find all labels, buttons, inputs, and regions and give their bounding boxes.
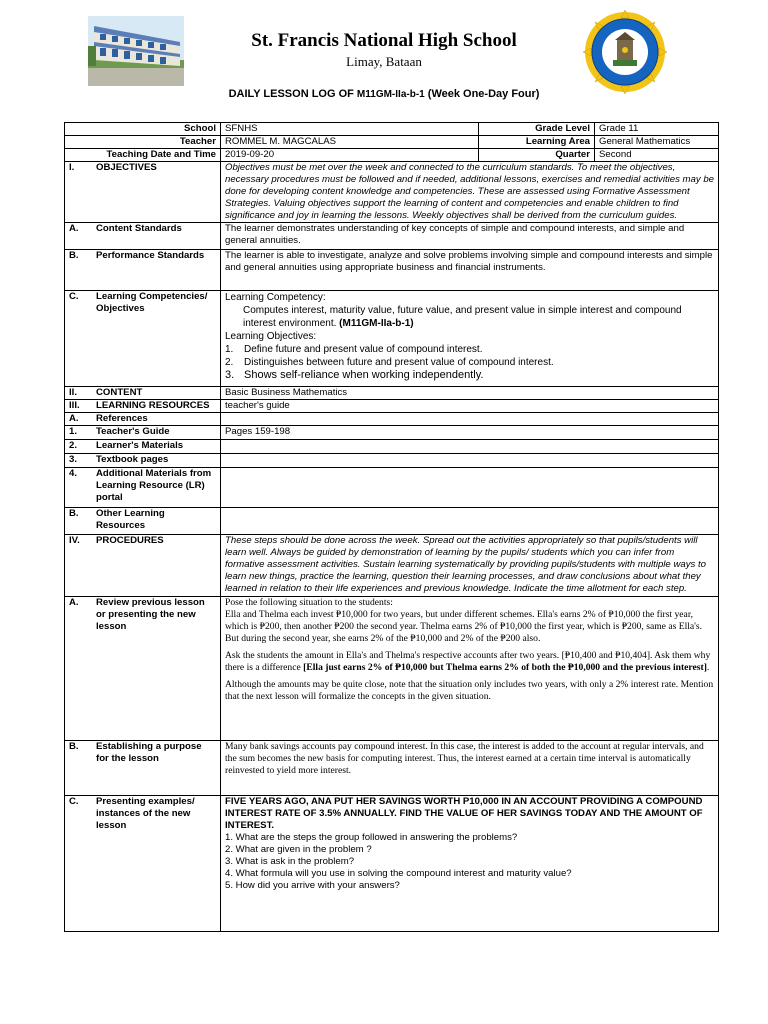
examples-row — [65, 795, 719, 931]
content-value: Basic Business Mathematics — [221, 386, 719, 399]
performance-standards-label-cell — [65, 250, 221, 291]
performance-standards-num: B. — [69, 250, 79, 262]
review-row — [65, 597, 719, 741]
resource-value: Pages 159-198 — [221, 425, 719, 439]
review-label-cell: A. Review previous lesson or presenting the new lesson — [65, 597, 221, 741]
school-name: St. Francis National High School — [251, 30, 517, 51]
references-row — [65, 412, 719, 425]
purpose-label-cell: B. Establishing a purpose for the lesson — [65, 741, 221, 795]
competencies-content — [221, 291, 719, 386]
objectives-label: OBJECTIVES — [96, 162, 157, 174]
example-question: 1. What are the steps the group followed in answering the problems? — [225, 831, 518, 843]
title-prefix: DAILY LESSON LOG OF — [228, 88, 357, 100]
example-question: 3. What is ask in the problem? — [225, 855, 355, 867]
objectives-note: Objectives must be met over the week and connected to the curriculum standards. To meet the objectives, necessary procedures must be followed and if needed, additional lessons, exercises and remedial activities may be done for developing content knowledge and competencies. These are assessed using Formative Assessment Strategies. Valuing objectives support the learning of content and competencies and enable children to find significance and joy in learning the lessons. Weekly objectives shall be derived from the curriculum guides. — [221, 162, 719, 223]
teacher-label: Teacher — [65, 136, 221, 149]
quarter-label: Quarter — [479, 149, 595, 162]
other-resources-row: B. Other Learning Resources — [65, 507, 719, 534]
performance-standards-text: The learner is able to investigate, analyze and solve problems involving simple and compound interests and simple and general annuities using appropriate business and financial instruments. — [221, 250, 719, 291]
objectives-row — [65, 162, 719, 223]
learning-area-label: Learning Area — [479, 136, 595, 149]
content-standards-label-cell — [65, 223, 221, 250]
learning-resources-label-cell: III. LEARNING RESOURCES — [65, 399, 221, 412]
daily-lesson-log-table — [64, 122, 719, 932]
content-label-cell: II. CONTENT — [65, 386, 221, 399]
info-row-school — [65, 123, 719, 136]
resource-row: 4. Additional Materials from Learning Resource (LR) portal — [65, 467, 719, 507]
competencies-num: C. — [69, 291, 79, 303]
content-standards-row — [65, 223, 719, 250]
example-question: 2. What are given in the problem ? — [225, 843, 372, 855]
objectives-num: I. — [69, 162, 75, 174]
purpose-row — [65, 741, 719, 795]
purpose-text: Many bank savings accounts pay compound interest. In this case, the interest is added to the account at regular intervals, and the sum becomes the new basis for computing interest. Thus, the interest earned at a certain time interval is automatically reinvested to yield more interest. — [221, 741, 719, 795]
info-row-teacher — [65, 136, 719, 149]
learning-objective-item: 1. Define future and present value of compound interest. — [225, 344, 483, 356]
competencies-label-cell — [65, 291, 221, 386]
competency-heading: Learning Competency: — [225, 292, 326, 304]
content-standards-label: Content Standards — [96, 223, 182, 235]
competency-text — [225, 304, 714, 330]
references-value — [221, 412, 719, 425]
competencies-row — [65, 291, 719, 386]
example-question: 5. How did you arrive with your answers? — [225, 879, 400, 891]
content-row — [65, 386, 719, 399]
procedures-row — [65, 534, 719, 596]
quarter-value: Second — [595, 149, 719, 162]
teacher-value: ROMMEL M. MAGCALAS — [221, 136, 479, 149]
learning-resources-row — [65, 399, 719, 412]
content-standards-text: The learner demonstrates understanding of key concepts of simple and compound interests, and simple and general annuities. — [221, 223, 719, 250]
examples-label-cell: C. Presenting examples/ instances of the new lesson — [65, 795, 221, 931]
review-content — [221, 597, 719, 741]
resource-row: 2. Learner's Materials — [65, 439, 719, 453]
learning-objective-item: 3. Shows self-reliance when working independently. — [225, 369, 484, 382]
competency-code: (M11GM-IIa-b-1) — [339, 318, 414, 330]
other-resources-value — [221, 507, 719, 534]
review-intro: Pose the following situation to the students: — [225, 597, 393, 609]
school-seal-logo — [583, 10, 667, 94]
school-value: SFNHS — [221, 123, 479, 136]
learning-objective-item: 2. Distinguishes between future and present value of compound interest. — [225, 357, 554, 369]
learning-resources-value: teacher's guide — [221, 399, 719, 412]
info-row-date — [65, 149, 719, 162]
teaching-date-value: 2019-09-20 — [221, 149, 479, 162]
competency-statement: Computes interest, maturity value, future value, and present value in simple interest and compound interest environment. — [243, 305, 682, 330]
objectives-label-cell — [65, 162, 221, 223]
resource-row: 3. Textbook pages — [65, 453, 719, 467]
school-label: School — [65, 123, 221, 136]
example-problem: FIVE YEARS AGO, ANA PUT HER SAVINGS WORTH P10,000 IN AN ACCOUNT PROVIDING A COMPOUND INTEREST RATE OF 3.5% ANNUALLY. FIND THE VALUE OF HER SAVINGS TODAY AND THE AMOUNT OF INTEREST. — [225, 795, 703, 831]
examples-content — [221, 795, 719, 931]
performance-standards-row — [65, 250, 719, 291]
grade-level-label: Grade Level — [479, 123, 595, 136]
title-code: M11GM-IIa-b-1 — [356, 89, 425, 100]
review-note: Although the amounts may be quite close, note that the situation only includes two years, with only a 2% interest rate. Mention that the next lesson will formalize the concepts in the given situation. — [225, 679, 714, 703]
document-title — [0, 88, 768, 100]
grade-level-value: Grade 11 — [595, 123, 719, 136]
procedures-note: These steps should be done across the week. Spread out the activities appropriately so that pupils/students will learn well. Always be guided by demonstration of learning by the pupils/ students which you can infer from formative assessment activities. Sustain learning systematically by providing pupils/students with multiple ways to learn new things, practice the learning, question their learning processes, and draw conclusions about what they learned in relation to their life experiences and previous knowledge. Indicate the time allotment for each step. — [221, 534, 719, 596]
review-situation: Ella and Thelma each invest ₱10,000 for two years, but under different schemes. Ella's earns 2% of ₱10,000 the first year, which is ₱200, then another ₱200 the second year. Thelma earns 2% of ₱10,000 the first year, which is ₱200, same as Ella's. But during the second year, she earns 2% of the ₱10,000 and 2% of the ₱200 also. — [225, 609, 703, 645]
resource-row: 1. Teacher's Guide Pages 159-198 — [65, 425, 719, 439]
performance-standards-label: Performance Standards — [96, 250, 205, 262]
resource-value — [221, 439, 719, 453]
procedures-label-cell: IV. PROCEDURES — [65, 534, 221, 596]
references-label-cell: A. References — [65, 412, 221, 425]
teaching-date-label: Teaching Date and Time — [65, 149, 221, 162]
resource-value — [221, 453, 719, 467]
resource-value — [221, 467, 719, 507]
example-question: 4. What formula will you use in solving the compound interest and maturity value? — [225, 867, 572, 879]
competencies-label: Learning Competencies/ Objectives — [96, 291, 208, 315]
content-standards-num: A. — [69, 223, 79, 235]
learning-objectives-heading: Learning Objectives: — [225, 331, 317, 343]
title-suffix: (Week One-Day Four) — [424, 88, 540, 100]
school-address: Limay, Bataan — [346, 54, 422, 69]
learning-area-value: General Mathematics — [595, 136, 719, 149]
review-question: Ask the students the amount in Ella's and Thelma's respective accounts after two years. [₱10,400 and ₱10,404]. Ask them why there is a difference [Ella just earns 2% of ₱10,000 but Thelma earns 2% of both the ₱10,000 and the previous interest]. — [225, 650, 711, 674]
